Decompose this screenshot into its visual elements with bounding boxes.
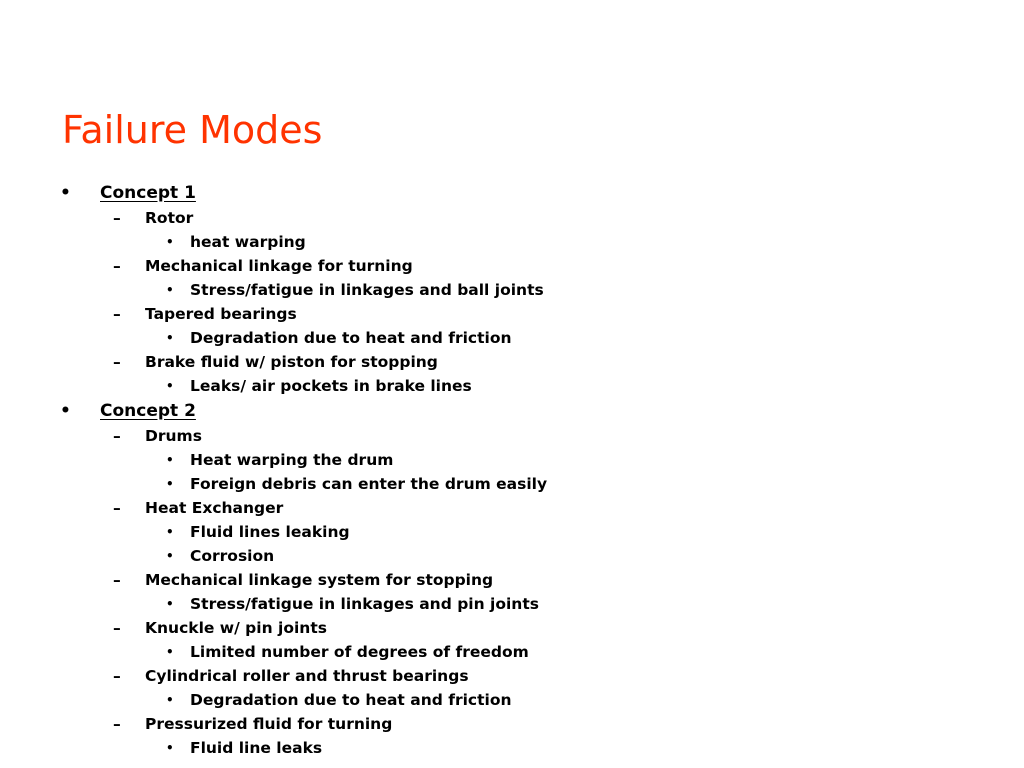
- concept-2-failure: [0, 448, 1024, 472]
- bullet-marker: •: [166, 453, 174, 467]
- dash-marker: –: [113, 353, 121, 371]
- concept-2-failure: [0, 520, 1024, 544]
- slide-title: Failure Modes: [62, 108, 323, 152]
- dash-marker: –: [113, 427, 121, 445]
- concept-1-item-tapered-bearings: [0, 302, 1024, 326]
- failure-label: Corrosion: [190, 547, 275, 565]
- dash-marker: –: [113, 209, 121, 227]
- dash-marker: –: [113, 667, 121, 685]
- bullet-marker: •: [166, 693, 174, 707]
- bullet-marker: •: [60, 401, 71, 421]
- bullet-marker: •: [166, 645, 174, 659]
- concept-1-failure: [0, 278, 1024, 302]
- concept-2-item-drums: [0, 424, 1024, 448]
- failure-label: Degradation due to heat and friction: [190, 329, 512, 347]
- concept-2-failure: [0, 544, 1024, 568]
- item-label: Drums: [145, 427, 202, 445]
- dash-marker: –: [113, 715, 121, 733]
- concept-2-item-mechanical-linkage: [0, 568, 1024, 592]
- concept-1-item-brake-fluid: [0, 350, 1024, 374]
- bullet-marker: •: [166, 477, 174, 491]
- concept-2-failure: [0, 640, 1024, 664]
- dash-marker: –: [113, 305, 121, 323]
- bullet-outline: [0, 180, 1024, 760]
- concept-2-failure: [0, 472, 1024, 496]
- bullet-marker: •: [166, 597, 174, 611]
- concept-1-label: Concept 1: [100, 183, 196, 203]
- item-label: Rotor: [145, 209, 194, 227]
- item-label: Brake fluid w/ piston for stopping: [145, 353, 438, 371]
- dash-marker: –: [113, 571, 121, 589]
- concept-1-heading: [0, 180, 1024, 206]
- bullet-marker: •: [166, 283, 174, 297]
- concept-2-failure: [0, 736, 1024, 760]
- item-label: Knuckle w/ pin joints: [145, 619, 327, 637]
- concept-2-label: Concept 2: [100, 401, 196, 421]
- concept-1-item-mechanical-linkage: [0, 254, 1024, 278]
- failure-label: Fluid lines leaking: [190, 523, 350, 541]
- item-label: Cylindrical roller and thrust bearings: [145, 667, 469, 685]
- failure-label: Stress/fatigue in linkages and ball joints: [190, 281, 544, 299]
- failure-label: heat warping: [190, 233, 306, 251]
- failure-label: Limited number of degrees of freedom: [190, 643, 529, 661]
- concept-2-item-knuckle: [0, 616, 1024, 640]
- bullet-marker: •: [166, 379, 174, 393]
- concept-1-failure: [0, 230, 1024, 254]
- concept-1-item-rotor: [0, 206, 1024, 230]
- bullet-marker: •: [60, 183, 71, 203]
- dash-marker: –: [113, 257, 121, 275]
- item-label: Mechanical linkage system for stopping: [145, 571, 494, 589]
- failure-label: Fluid line leaks: [190, 739, 323, 757]
- concept-2-failure: [0, 688, 1024, 712]
- concept-2-item-heat-exchanger: [0, 496, 1024, 520]
- bullet-marker: •: [166, 549, 174, 563]
- bullet-marker: •: [166, 331, 174, 345]
- item-label: Tapered bearings: [145, 305, 297, 323]
- bullet-marker: •: [166, 741, 174, 755]
- failure-label: Stress/fatigue in linkages and pin joints: [190, 595, 539, 613]
- failure-label: Heat warping the drum: [190, 451, 394, 469]
- item-label: Mechanical linkage for turning: [145, 257, 413, 275]
- dash-marker: –: [113, 499, 121, 517]
- concept-1-failure: [0, 326, 1024, 350]
- concept-1-failure: [0, 374, 1024, 398]
- bullet-marker: •: [166, 235, 174, 249]
- item-label: Heat Exchanger: [145, 499, 284, 517]
- failure-label: Leaks/ air pockets in brake lines: [190, 377, 472, 395]
- concept-2-failure: [0, 592, 1024, 616]
- concept-2-item-bearings: [0, 664, 1024, 688]
- failure-label: Degradation due to heat and friction: [190, 691, 512, 709]
- failure-label: Foreign debris can enter the drum easily: [190, 475, 548, 493]
- bullet-marker: •: [166, 525, 174, 539]
- dash-marker: –: [113, 619, 121, 637]
- concept-2-item-pressurized-fluid: [0, 712, 1024, 736]
- concept-2-heading: [0, 398, 1024, 424]
- item-label: Pressurized fluid for turning: [145, 715, 393, 733]
